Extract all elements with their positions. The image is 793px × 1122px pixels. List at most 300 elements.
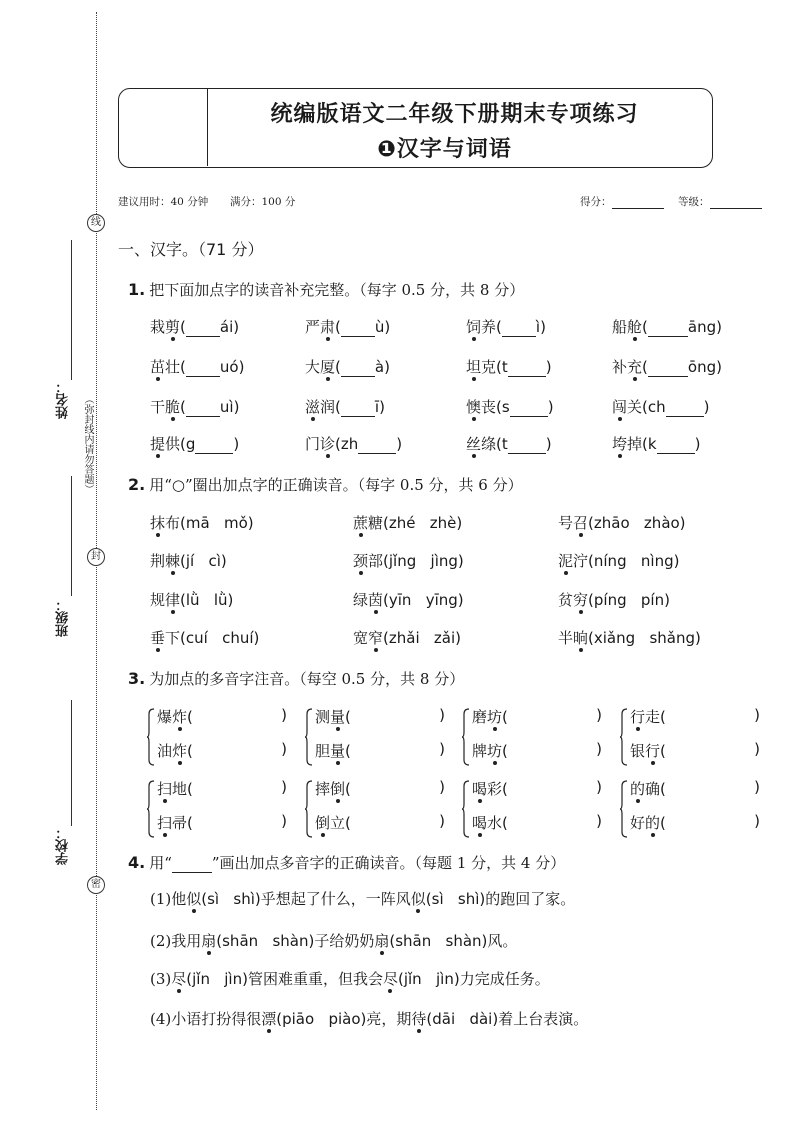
answer-blank[interactable] <box>358 439 396 454</box>
paren: ) <box>703 398 710 416</box>
pinyin-options[interactable]: (piāo piào) <box>276 1010 367 1028</box>
char: 绿 <box>353 591 369 609</box>
fill-pinyin-item <box>150 356 244 377</box>
circle-pinyin-item <box>353 512 462 533</box>
question-text-pre: 用“ <box>149 854 172 872</box>
fill-pinyin-item <box>305 433 402 454</box>
dotted-char: 垂 <box>150 629 166 647</box>
paren: ( <box>335 435 341 453</box>
sentence-text: 的跑回了家。 <box>485 890 576 908</box>
circle-pinyin-item <box>150 589 233 610</box>
answer-paren-close[interactable]: ) <box>754 812 760 830</box>
pinyin-options[interactable]: (jǐn jìn) <box>186 970 248 988</box>
grade-label: 等级： <box>678 196 710 208</box>
brace-icon <box>462 708 470 766</box>
paren: ( <box>660 708 666 726</box>
polyphone-group <box>620 778 760 842</box>
char: 油 <box>157 742 173 760</box>
answer-blank[interactable] <box>186 402 220 417</box>
paren: ) <box>396 435 403 453</box>
char: 布 <box>165 514 181 532</box>
page-title: 统编版语文二年级下册期末专项练习 <box>270 102 639 127</box>
pinyin-options[interactable]: (zhǎi zǎi) <box>383 629 462 647</box>
word <box>353 514 383 532</box>
circle-pinyin-item <box>150 550 227 571</box>
word <box>612 398 642 416</box>
paren: ( <box>660 814 666 832</box>
fill-pinyin-item <box>150 433 239 454</box>
char: 水 <box>487 814 503 832</box>
paren: ( <box>642 398 648 416</box>
answer-paren-close[interactable]: ) <box>439 778 445 796</box>
dotted-char: 茵 <box>368 591 384 609</box>
word <box>472 780 502 798</box>
full-score: 满分：100 分 <box>230 196 296 208</box>
underline-sample <box>172 858 212 873</box>
pinyin-options[interactable]: (sì shì) <box>425 890 486 908</box>
answer-blank[interactable] <box>666 402 704 417</box>
paren: ( <box>180 318 186 336</box>
dotted-char: 漂 <box>261 1010 277 1028</box>
paren: ( <box>660 742 666 760</box>
sentence <box>150 930 517 951</box>
paren: ) <box>540 318 546 336</box>
question-number: 3. <box>128 669 146 688</box>
polyphone-group <box>147 778 287 842</box>
dotted-char: 行 <box>630 708 646 726</box>
word <box>630 780 660 798</box>
given-initial: g <box>185 435 196 453</box>
polyphone-word <box>630 778 666 799</box>
pinyin-options[interactable]: (píng pín) <box>588 591 670 609</box>
title-box <box>118 88 713 168</box>
char: 爆 <box>157 708 173 726</box>
score-label: 得分： <box>580 196 612 208</box>
answer-blank[interactable] <box>341 362 375 377</box>
given-final: uó <box>219 358 239 376</box>
char: 下 <box>165 629 181 647</box>
polyphone-word <box>630 740 666 761</box>
word <box>150 318 180 336</box>
dotted-char: 召 <box>573 514 589 532</box>
polyphone-group <box>147 706 287 770</box>
grade-field <box>678 194 762 209</box>
char: 大 <box>305 358 321 376</box>
dotted-char: 的 <box>630 780 646 798</box>
polyphone-group <box>462 706 602 770</box>
given-initial: t <box>501 358 508 376</box>
char: 干 <box>150 398 166 416</box>
pinyin-options[interactable]: (cuí chuí) <box>180 629 260 647</box>
paren: ( <box>502 708 508 726</box>
polyphone-word <box>472 740 508 761</box>
dotted-char: 穷 <box>573 591 589 609</box>
answer-paren-close[interactable]: ) <box>281 740 287 758</box>
paren: ( <box>642 435 648 453</box>
char: 测 <box>315 708 331 726</box>
answer-paren-close[interactable]: ) <box>596 740 602 758</box>
paren: ) <box>384 358 390 376</box>
char: 门 <box>305 435 321 453</box>
dotted-char: 待 <box>411 1010 427 1028</box>
dotted-char: 懊 <box>466 398 482 416</box>
word <box>315 814 345 832</box>
char: 彩 <box>487 780 503 798</box>
char: 银 <box>630 742 646 760</box>
paren: ( <box>187 742 193 760</box>
dotted-char: 颈 <box>353 552 369 570</box>
dotted-char: 坊 <box>487 708 503 726</box>
polyphone-group <box>305 706 445 770</box>
char: 壮 <box>165 358 181 376</box>
pinyin-options[interactable]: (yīn yīng) <box>383 591 464 609</box>
sentence-text: 力完成任务。 <box>459 970 550 988</box>
question-text: 把下面加点字的读音补充完整。（每字 0.5 分，共 8 分） <box>149 281 525 299</box>
char: 栽 <box>150 318 166 336</box>
circle-pinyin-item <box>353 627 461 648</box>
margin-note: （弥封线内请勿答题） <box>82 394 93 494</box>
polyphone-word <box>315 740 351 761</box>
circle-pinyin-item <box>353 550 464 571</box>
paren: ) <box>233 318 240 336</box>
answer-blank[interactable] <box>502 322 536 337</box>
dotted-char: 茁 <box>150 358 166 376</box>
given-final: āng <box>687 318 717 336</box>
word <box>305 435 335 453</box>
given-final: ì <box>535 318 541 336</box>
given-final: ái <box>219 318 234 336</box>
sentence-text: 乎想起了什么，一阵风 <box>260 890 411 908</box>
dotted-char: 坦 <box>466 358 482 376</box>
question-3 <box>128 668 464 689</box>
pinyin-options[interactable]: (zhāo zhào) <box>588 514 686 532</box>
circle-pinyin-item <box>353 589 464 610</box>
answer-paren-close[interactable]: ) <box>754 778 760 796</box>
pinyin-options[interactable]: (jǐn jìn) <box>398 970 460 988</box>
sentence <box>150 1008 588 1029</box>
char: 船 <box>612 318 628 336</box>
paren: ( <box>180 358 186 376</box>
answer-paren-close[interactable]: ) <box>439 812 445 830</box>
sentence-text: (4)小语打扮得很 <box>150 1010 262 1028</box>
polyphone-word <box>315 706 351 727</box>
dotted-char: 尽 <box>171 970 187 988</box>
paren: ( <box>345 708 351 726</box>
fill-pinyin-item <box>612 316 722 337</box>
word <box>630 708 660 726</box>
paren: ) <box>379 398 385 416</box>
word <box>466 358 496 376</box>
answer-blank[interactable] <box>510 402 548 417</box>
answer-blank[interactable] <box>341 402 375 417</box>
question-text-post: ”画出加点多音字的正确读音。（每题 1 分，共 4 分） <box>211 854 566 872</box>
dotted-char: 似 <box>186 890 202 908</box>
polyphone-word <box>472 812 508 833</box>
seal-char-xian: 线 <box>87 214 105 232</box>
name-fill-line <box>71 240 72 380</box>
polyphone-group <box>462 778 602 842</box>
fill-pinyin-item <box>612 356 722 377</box>
char: 走 <box>645 708 661 726</box>
char: 半 <box>558 629 574 647</box>
dotted-char: 抹 <box>150 514 166 532</box>
char: 贫 <box>558 591 574 609</box>
pinyin-options[interactable]: (mā mǒ) <box>180 514 254 532</box>
char: 牌 <box>472 742 488 760</box>
dotted-char: 蔗 <box>353 514 369 532</box>
dotted-char: 喝 <box>472 780 488 798</box>
polyphone-word <box>472 778 508 799</box>
class-label: 班级： <box>56 598 71 637</box>
fill-pinyin-item <box>305 396 385 417</box>
word <box>150 552 180 570</box>
brace-icon <box>620 780 628 838</box>
word <box>466 435 496 453</box>
brace-icon <box>147 780 155 838</box>
paren: ( <box>660 780 666 798</box>
paren: ) <box>384 318 391 336</box>
word <box>612 358 642 376</box>
word <box>558 629 588 647</box>
char: 宽 <box>353 629 369 647</box>
word <box>558 552 588 570</box>
word <box>630 814 660 832</box>
answer-paren-close[interactable]: ) <box>281 706 287 724</box>
paren: ) <box>545 435 552 453</box>
sentence-text: 亮，期 <box>366 1010 412 1028</box>
pinyin-options[interactable]: (zhé zhè) <box>383 514 463 532</box>
word <box>472 708 502 726</box>
word <box>157 780 187 798</box>
paren: ( <box>502 814 508 832</box>
polyphone-word <box>157 706 193 727</box>
paren: ( <box>345 814 351 832</box>
answer-blank[interactable] <box>341 322 375 337</box>
answer-paren-close[interactable]: ) <box>281 812 287 830</box>
word <box>305 358 335 376</box>
circle-pinyin-item <box>558 512 686 533</box>
sentence-text: 着上台表演。 <box>498 1010 589 1028</box>
dotted-char: 扫 <box>157 780 173 798</box>
answer-paren-close[interactable]: ) <box>596 706 602 724</box>
dotted-char: 剪 <box>165 318 181 336</box>
sentence-text: 管困难重重，但我会 <box>247 970 383 988</box>
paren: ) <box>547 398 554 416</box>
pinyin-options[interactable]: (jí cì) <box>180 552 227 570</box>
word <box>558 514 588 532</box>
paren: ) <box>716 318 722 336</box>
word <box>150 514 180 532</box>
answer-paren-close[interactable]: ) <box>439 706 445 724</box>
grade-blank[interactable] <box>710 196 762 209</box>
paren: ( <box>180 435 186 453</box>
question-number: 2. <box>128 475 146 494</box>
char: 严 <box>305 318 321 336</box>
dotted-char: 舱 <box>627 318 643 336</box>
dotted-char: 充 <box>627 358 643 376</box>
fill-pinyin-item <box>466 316 546 337</box>
word <box>630 742 660 760</box>
dotted-char: 泥 <box>558 552 574 570</box>
page-subtitle: ❶汉字与词语 <box>377 137 512 162</box>
paren: ( <box>180 398 186 416</box>
paren: ) <box>716 358 722 376</box>
question-text: 用“○”圈出加点字的正确读音。（每字 0.5 分，共 6 分） <box>149 476 523 494</box>
answer-blank[interactable] <box>508 439 546 454</box>
word <box>150 398 180 416</box>
answer-paren-close[interactable]: ) <box>596 812 602 830</box>
answer-blank[interactable] <box>195 439 233 454</box>
sentence <box>150 888 575 909</box>
dotted-char: 垮 <box>612 435 628 453</box>
polyphone-group <box>305 778 445 842</box>
pinyin-options[interactable]: (shān shàn) <box>389 932 488 950</box>
brace-icon <box>620 708 628 766</box>
answer-blank[interactable] <box>648 322 688 337</box>
dotted-char: 提 <box>150 435 166 453</box>
dotted-char: 滋 <box>305 398 321 416</box>
answer-blank[interactable] <box>648 362 688 377</box>
dotted-char: 的 <box>645 814 661 832</box>
paren: ) <box>233 398 240 416</box>
answer-paren-close[interactable]: ) <box>754 706 760 724</box>
pinyin-options[interactable]: (shān shàn) <box>216 932 315 950</box>
answer-paren-close[interactable]: ) <box>596 778 602 796</box>
word <box>472 814 502 832</box>
word <box>305 318 335 336</box>
pinyin-options[interactable]: (xiǎng shǎng) <box>588 629 701 647</box>
school-label: 学校： <box>56 826 71 865</box>
brace-icon <box>305 708 313 766</box>
paren: ) <box>238 358 245 376</box>
dotted-char: 量 <box>330 742 346 760</box>
paren: ( <box>496 398 502 416</box>
pinyin-options[interactable]: (sì shì) <box>201 890 261 908</box>
word <box>150 358 180 376</box>
dotted-char: 炸 <box>172 742 188 760</box>
dotted-char: 晌 <box>573 629 589 647</box>
sentence-text: 子给奶奶 <box>314 932 375 950</box>
answer-blank[interactable] <box>186 362 220 377</box>
answer-blank[interactable] <box>186 322 220 337</box>
dotted-char: 倒 <box>330 780 346 798</box>
dotted-char: 炸 <box>172 708 188 726</box>
fill-pinyin-item <box>466 433 552 454</box>
given-final: à <box>374 358 385 376</box>
circle-pinyin-item <box>150 512 254 533</box>
pinyin-options[interactable]: (jǐng jìng) <box>383 552 464 570</box>
paren: ( <box>187 780 193 798</box>
given-final: ù <box>374 318 385 336</box>
school-fill-line <box>71 700 72 826</box>
fill-pinyin-item <box>305 316 390 337</box>
paren: ( <box>187 814 193 832</box>
given-initial: s <box>501 398 510 416</box>
sentence-text: (1)他 <box>150 890 187 908</box>
word <box>157 814 187 832</box>
paren: ( <box>496 318 502 336</box>
char: 泞 <box>573 552 589 570</box>
word <box>466 398 496 416</box>
pinyin-options[interactable]: (lǜ lǜ) <box>180 591 234 609</box>
given-final: uì <box>219 398 234 416</box>
given-initial: k <box>647 435 657 453</box>
sentence-text: 风。 <box>487 932 518 950</box>
dotted-char: 喝 <box>472 814 488 832</box>
dotted-char: 量 <box>330 708 346 726</box>
char: 磨 <box>472 708 488 726</box>
word <box>315 780 345 798</box>
answer-blank[interactable] <box>508 362 546 377</box>
paren: ( <box>496 358 502 376</box>
word <box>315 742 345 760</box>
dotted-char: 闯 <box>612 398 628 416</box>
polyphone-word <box>472 706 508 727</box>
char: 摔 <box>315 780 331 798</box>
polyphone-word <box>157 778 193 799</box>
pinyin-options[interactable]: (níng nìng) <box>588 552 680 570</box>
word <box>353 552 383 570</box>
paren: ) <box>233 435 240 453</box>
fill-pinyin-item <box>466 356 552 377</box>
sentence-text: (3) <box>150 970 172 988</box>
dotted-char: 脆 <box>165 398 181 416</box>
paren: ( <box>642 358 648 376</box>
answer-paren-close[interactable]: ) <box>754 740 760 758</box>
dotted-char: 尽 <box>382 970 398 988</box>
char: 地 <box>172 780 188 798</box>
paren: ( <box>502 742 508 760</box>
char: 供 <box>165 435 181 453</box>
class-fill-line <box>71 476 72 596</box>
answer-paren-close[interactable]: ) <box>439 740 445 758</box>
char: 立 <box>330 814 346 832</box>
char: 糖 <box>368 514 384 532</box>
word <box>157 742 187 760</box>
brace-icon <box>462 780 470 838</box>
word <box>305 398 335 416</box>
dotted-char: 厦 <box>320 358 336 376</box>
fill-pinyin-item <box>305 356 390 377</box>
polyphone-word <box>157 740 193 761</box>
dotted-char: 律 <box>165 591 181 609</box>
polyphone-group <box>620 706 760 770</box>
dotted-char: 倒 <box>315 814 331 832</box>
brace-icon <box>305 780 313 838</box>
given-initial: ch <box>647 398 666 416</box>
char: 好 <box>630 814 646 832</box>
word <box>315 708 345 726</box>
answer-blank[interactable] <box>657 439 695 454</box>
word <box>157 708 187 726</box>
question-1 <box>128 279 524 300</box>
given-final: ōng <box>687 358 717 376</box>
polyphone-word <box>315 778 351 799</box>
word <box>612 435 642 453</box>
answer-paren-close[interactable]: ) <box>281 778 287 796</box>
dotted-char: 行 <box>645 742 661 760</box>
score-blank[interactable] <box>612 196 664 209</box>
pinyin-options[interactable]: (dāi dài) <box>426 1010 499 1028</box>
char: 丧 <box>481 398 497 416</box>
paren: ( <box>335 318 341 336</box>
char: 荆 <box>150 552 166 570</box>
char: 部 <box>368 552 384 570</box>
word <box>353 591 383 609</box>
dotted-char: 似 <box>410 890 426 908</box>
fill-pinyin-item <box>612 396 710 417</box>
given-final: ī <box>374 398 380 416</box>
